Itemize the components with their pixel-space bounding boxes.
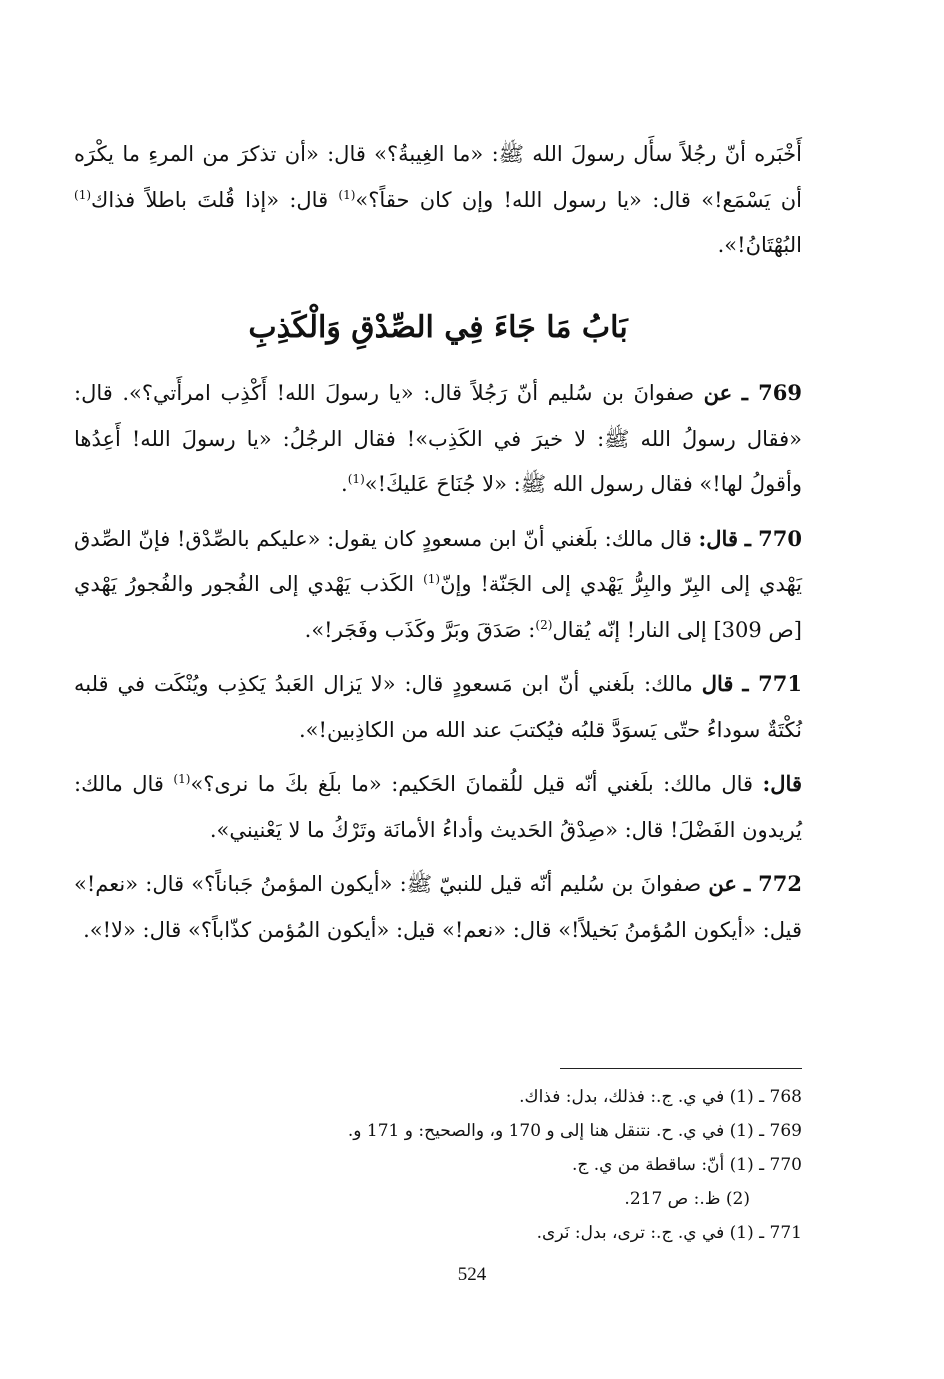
- footnote-ref: (1): [338, 187, 356, 202]
- paragraph-text-2: قال مالك: يُريدون الفَضْلَ! قال: «صِدْقُ الحَديث وأداءُ الأمانَة وتَرْكُ ما لا يَعْنيني».: [74, 772, 802, 842]
- hadith-text: مالك: بلَغني أنّ ابن مَسعودٍ قال: «لا يَزال العَبدُ يَكذِب ويُنْكَت في قلبه نُكْتَةٌ سوداءُ حتّى يَسوَدَّ قلبُه فيُكتبَ عند الله من الكاذِبين!».: [74, 672, 802, 742]
- hadith-text: قال مالك: بلَغني أنّ ابن مسعودٍ كان يقول: «عليكم بالصِّدْق! فإنّ الصِّدق يَهْدي إلى البِرّ والبِرُّ يَهْدي إلى الجَنّة! وإنّ: [73, 526, 803, 596]
- intro-text: أَخْبَره أنّ رجُلاً سأَل رسولَ الله ﷺ: «ما الغِيبةُ؟» قال: «أن تذكرَ من المرءِ ما يكْرَه أن يَسْمَع!» قال: «يا رسول الله! وإن كان حقاً؟»: [74, 142, 802, 212]
- luqman-paragraph: [74, 761, 802, 853]
- hadith-lead: عن: [703, 380, 733, 405]
- page-number: 524: [457, 1264, 487, 1285]
- footnote-line: 771 ـ (1) في ي. ج.: ترى، بدل: نَرى.: [536, 1223, 802, 1243]
- hadith-769: 769 ـ عن صفوانَ بن سُليم أنّ رَجُلاً قال: «يا رسولَ الله! أَكْذِب امرأَتي؟». قال: «فقال رسولُ الله ﷺ: لا خيرَ في الكَذِب»! فقال الرجُلُ: «يا رسولَ الله! أَعِدُها وأقولُ لها!» فقال رسول الله ﷺ: «لا جُنَاحَ عَليكَ!»$^{(1)}$.: [74, 380, 802, 496]
- hadith-lead: عن: [708, 871, 737, 896]
- footnote-line: 770 ـ (1) أنّ: ساقطة من ي. ج.: [571, 1155, 802, 1175]
- footnote-ref: (1): [347, 472, 365, 486]
- footnote-line: 768 ـ (1) في ي. ج.: فذلك، بدل: فذاك.: [519, 1087, 802, 1107]
- hadith-number: 772 ـ: [744, 871, 802, 896]
- intro-paragraph: [74, 132, 802, 269]
- hadith-771: [74, 661, 802, 753]
- footnote-separator: [560, 1068, 802, 1069]
- intro-text-2: قال: «إذا قُلتَ باطلاً فذاك: [91, 187, 339, 212]
- hadith-number: 769 ـ: [741, 380, 802, 405]
- footnote-line: (2) ظ.: ص 217.: [624, 1189, 750, 1209]
- hadith-number: 770 ـ: [744, 525, 802, 551]
- intro-text-3: البُهْتَانُ!».: [717, 233, 802, 257]
- hadith-text-3: : صَدَقَ وبَرَّ وكَذَب وفَجَر!».: [304, 617, 536, 642]
- footnote-ref: (1): [74, 187, 92, 202]
- hadith-lead: قال:: [698, 525, 738, 551]
- footnotes: [74, 1080, 802, 1250]
- footnote-ref: (1): [423, 572, 441, 586]
- hadith-number: 771 ـ: [742, 671, 802, 696]
- hadith-text: صفوانَ بن سُليم أنّ رَجُلاً قال: «يا رسولَ الله! أَكْذِب امرأَتي؟». قال: «فقال رسولُ الله ﷺ: لا خيرَ في الكَذِب»! فقال الرجُلُ: «يا رسولَ الله! أَعِدُها وأقولُ لها!» فقال رسول الله ﷺ: «لا جُنَاحَ عَليكَ!»: [74, 381, 802, 496]
- footnote-ref: (1): [173, 772, 191, 786]
- paragraph-text: قال مالك: بلَغني أنّه قيل للُقمانَ الحَكيم: «ما بلَغ بكَ ما نرى؟»: [190, 772, 763, 796]
- main-text: [74, 370, 802, 953]
- paragraph-lead: قال:: [762, 771, 802, 796]
- hadith-text: صفوانَ بن سُليم أنّه قيل للنبيّ ﷺ: «أيكون المؤمنُ جَباناً؟» قال: «نعم!» قيل: «أيكون المُؤمنُ بَخيلاً!» قال: «نعم!» قيل: «أيكون المُؤمن كذّاباً؟» قال: «لا!».: [74, 872, 802, 942]
- hadith-770: [74, 516, 802, 654]
- chapter-title: بَابُ مَا جَاءَ فِي الصِّدْقِ وَالْكَذِبِ: [248, 310, 628, 345]
- hadith-lead: قال: [701, 671, 734, 696]
- hadith-772: [74, 861, 802, 953]
- footnote-line: 769 ـ (1) في ي. ح. نتنقل هنا إلى و 170 و، والصحيح: و 171 و.: [347, 1121, 802, 1141]
- footnote-ref: (2): [535, 617, 553, 632]
- hadith-text-2: الكَذب يَهْدي إلى الفُجور والفُجورُ يَهْدي [ص 309] إلى النار! إنّه يُقال: [74, 572, 802, 642]
